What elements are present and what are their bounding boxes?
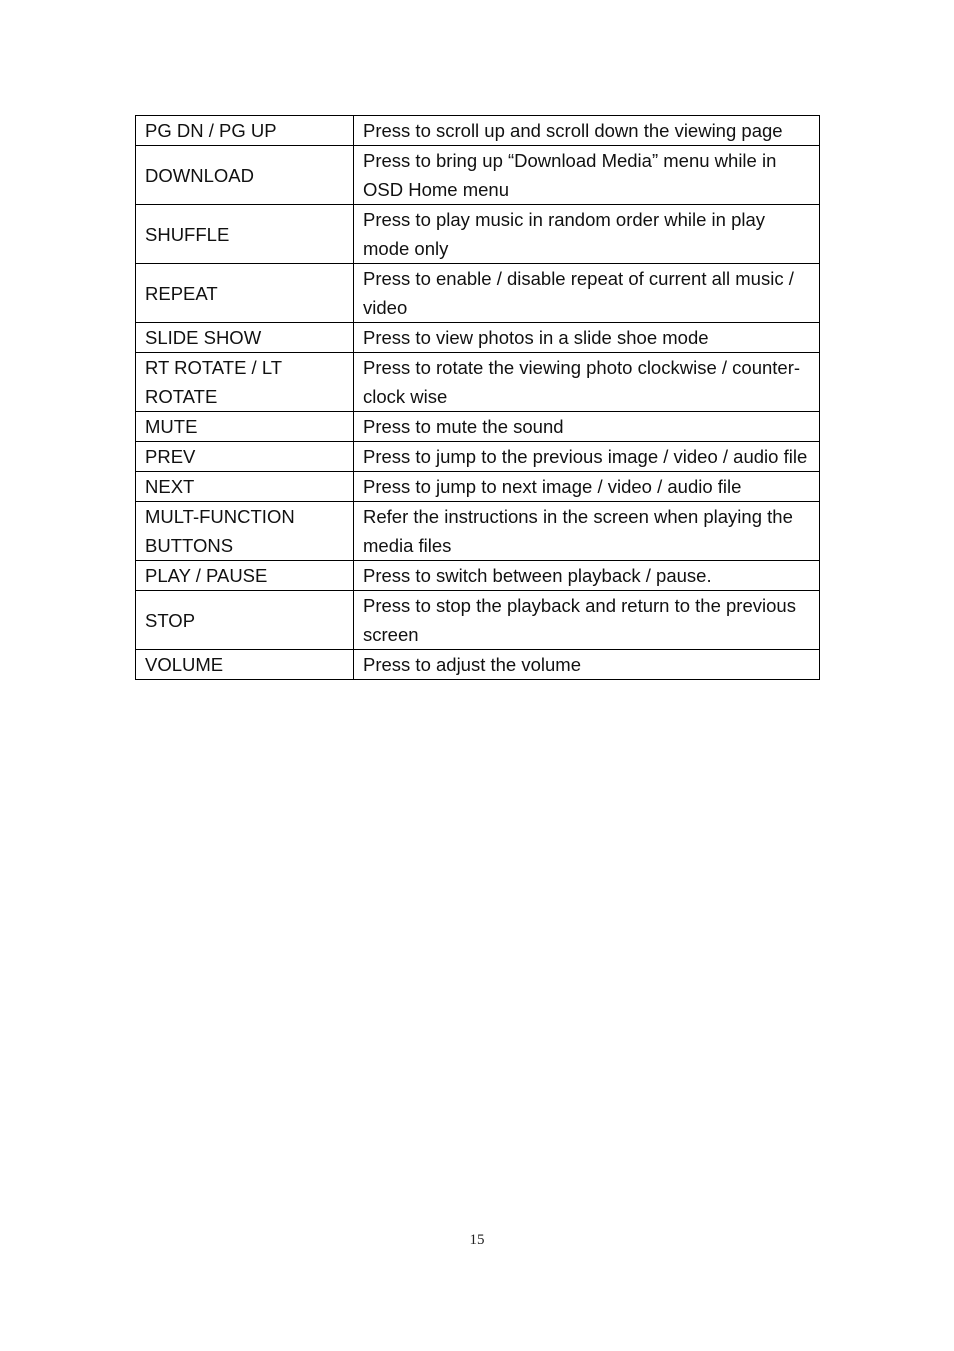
key-cell: SHUFFLE [136, 205, 354, 264]
description-cell: Press to rotate the viewing photo clockwise / counter-clock wise [354, 353, 820, 412]
description-cell: Press to adjust the volume [354, 650, 820, 680]
key-cell: RT ROTATE / LT ROTATE [136, 353, 354, 412]
key-cell: STOP [136, 591, 354, 650]
key-cell: PG DN / PG UP [136, 116, 354, 146]
table-row [136, 323, 820, 353]
description-cell: Press to jump to the previous image / video / audio file [354, 442, 820, 472]
key-cell: SLIDE SHOW [136, 323, 354, 353]
table-row [136, 561, 820, 591]
table-row [136, 353, 820, 412]
key-cell: MUTE [136, 412, 354, 442]
page-number: 15 [469, 1232, 485, 1248]
description-cell: Press to stop the playback and return to the previous screen [354, 591, 820, 650]
description-cell: Press to mute the sound [354, 412, 820, 442]
description-cell: Press to bring up “Download Media” menu while in OSD Home menu [354, 146, 820, 205]
key-cell: VOLUME [136, 650, 354, 680]
key-cell: DOWNLOAD [136, 146, 354, 205]
table-row [136, 650, 820, 680]
key-cell: PREV [136, 442, 354, 472]
key-cell: PLAY / PAUSE [136, 561, 354, 591]
table-row [136, 146, 820, 205]
table-row [136, 264, 820, 323]
table-row [136, 591, 820, 650]
description-cell: Press to play music in random order while in play mode only [354, 205, 820, 264]
description-cell: Press to view photos in a slide shoe mode [354, 323, 820, 353]
description-cell: Press to enable / disable repeat of current all music / video [354, 264, 820, 323]
key-cell: NEXT [136, 472, 354, 502]
description-cell: Press to scroll up and scroll down the viewing page [354, 116, 820, 146]
table-row [136, 205, 820, 264]
remote-key-table [135, 115, 820, 680]
table-row [136, 472, 820, 502]
description-cell: Press to jump to next image / video / audio file [354, 472, 820, 502]
key-cell: REPEAT [136, 264, 354, 323]
table-row [136, 442, 820, 472]
description-cell: Press to switch between playback / pause. [354, 561, 820, 591]
key-cell: MULT-FUNCTION BUTTONS [136, 502, 354, 561]
table-row [136, 502, 820, 561]
table-row [136, 116, 820, 146]
description-cell: Refer the instructions in the screen when playing the media files [354, 502, 820, 561]
table-row [136, 412, 820, 442]
